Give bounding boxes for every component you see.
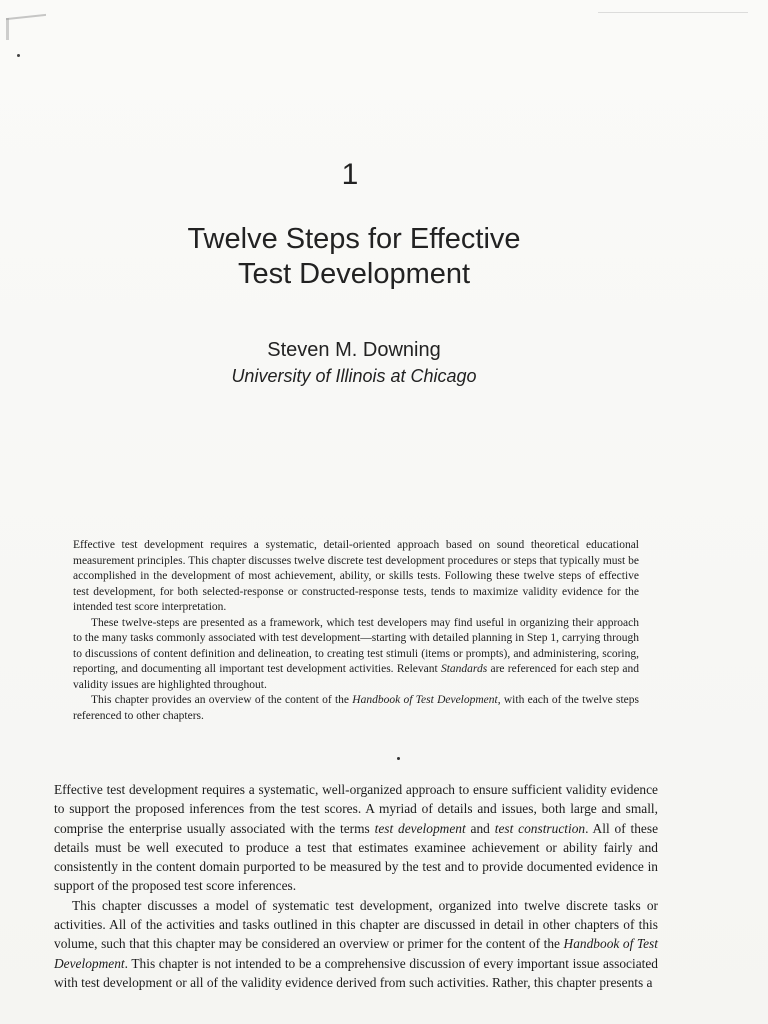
chapter-abstract xyxy=(73,538,639,724)
author-name: Steven M. Downing xyxy=(267,339,441,361)
scan-artifact-dot xyxy=(17,54,20,57)
abstract-p2-text-b: are referenced for each step and validity issues are highlighted throughout. xyxy=(73,663,640,691)
body-p1-text-c: . All of these details must be well executed to produce a test that estimates examinee achievement or ability fairly and consistently in the content domain purported to be measured by the test and to provide documented evidence in support of the proposed test score inferences. xyxy=(54,820,659,894)
abstract-p2-emphasis: Standards xyxy=(440,663,488,675)
chapter-title-line-1: Twelve Steps for Effective xyxy=(187,223,521,255)
chapter-title-line-2: Test Development xyxy=(237,258,471,290)
abstract-p3-text-b: , with each of the twelve steps referenced to other chapters. xyxy=(73,694,639,722)
chapter-number: 1 xyxy=(341,158,359,191)
chapter-title xyxy=(0,222,708,292)
body-p2-text-b: . This chapter is not intended to be a comprehensive discussion of every important issue associated with test development or all of the validity evidence derived from such activities. Rather, this chapter presents a xyxy=(54,955,658,990)
abstract-paragraph-2 xyxy=(73,616,639,694)
body-p2-emphasis: Handbook of Test Development xyxy=(54,936,658,971)
body-p1-text-a: Effective test development requires a systematic, well-organized approach to ensure sufficient validity evidence to support the proposed inferences from the test scores. A myriad of details and issues, both large and small, comprise the enterprise usually associated with the terms xyxy=(54,782,658,836)
abstract-paragraph-3 xyxy=(73,693,639,724)
body-paragraph-1 xyxy=(54,780,658,896)
scan-artifact-dot-abstract xyxy=(397,757,400,760)
abstract-p3-emphasis: Handbook of Test Development xyxy=(352,694,498,706)
scan-artifact-top-left xyxy=(6,14,46,34)
abstract-p2-text-a: These twelve-steps are presented as a framework, which test developers may find useful in organizing their approach to the many tasks commonly associated with test development—starting with detailed planning in Step 1, carrying through to discussions of content definition and delineation, to creating test stimuli (items or prompts), and administering, scoring, reporting, and documenting all important test development activities. Relevant xyxy=(73,616,639,675)
body-paragraph-2 xyxy=(54,896,658,992)
abstract-p3-text-a: This chapter provides an overview of the content of the xyxy=(91,694,353,706)
author-affiliation: University of Illinois at Chicago xyxy=(231,366,477,386)
scan-artifact-left-edge xyxy=(6,18,9,40)
body-p2-text-a: This chapter discusses a model of systematic test development, organized into twelve discrete tasks or activities. All of the activities and tasks outlined in this chapter are discussed in detail in other chapters of this volume, such that this chapter may be considered an overview or primer for the content of the xyxy=(54,897,658,952)
body-p1-text-b: and xyxy=(465,820,495,836)
body-p1-emphasis-1: test development xyxy=(374,820,466,836)
abstract-paragraph-1: Effective test development requires a systematic, detail-oriented approach based on sound theoretical educational measurement principles. This chapter discusses twelve discrete test development procedures or steps that typically must be accomplished in the development of most achievement, ability, or skills tests. Following these twelve steps of effective test development, for both selected-response or constructed-response tests, tends to maximize validity evidence for the intended test score interpretation. xyxy=(73,539,639,613)
scan-artifact-top-right xyxy=(598,12,748,17)
body-p1-emphasis-2: test construction xyxy=(494,820,586,836)
chapter-body-text xyxy=(54,780,658,992)
